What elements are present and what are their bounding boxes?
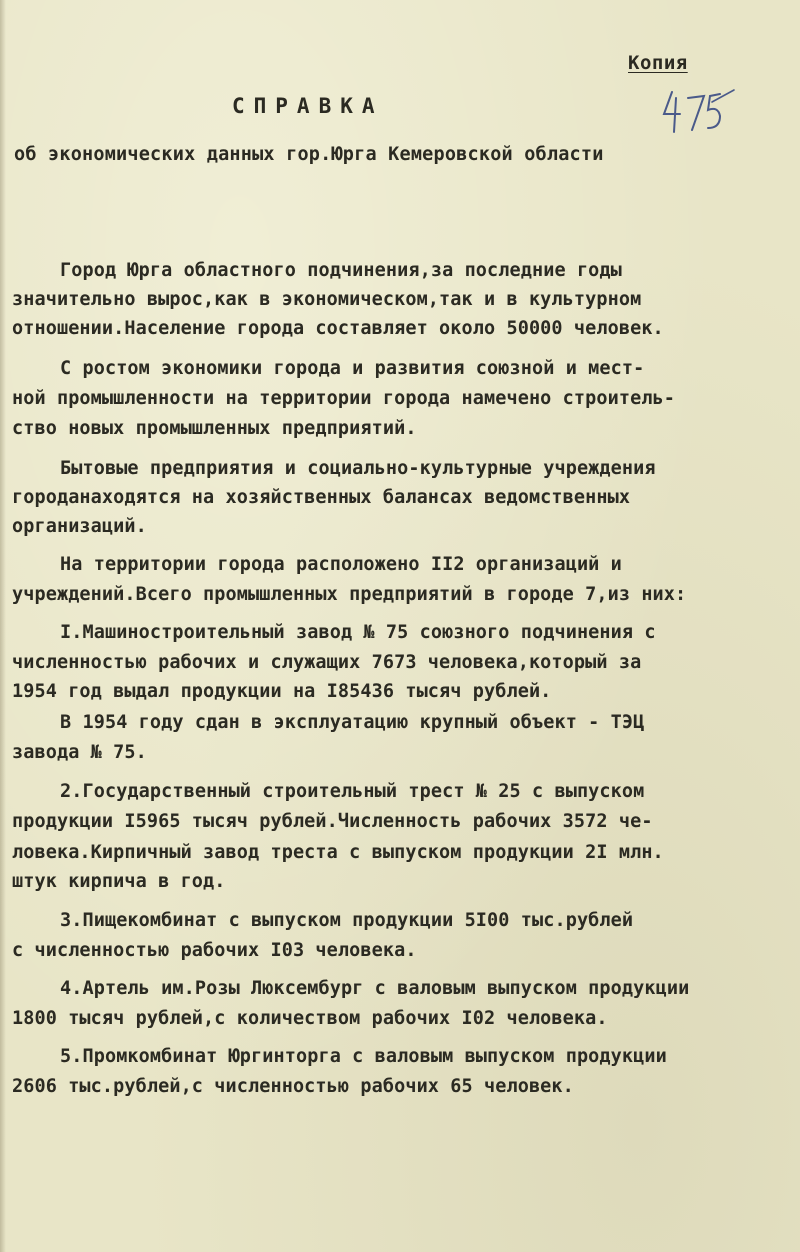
text-line: Город Юрга областного подчинения,за последние годы xyxy=(60,260,622,281)
text-line: учреждений.Всего промышленных предприятий в городе 7,из них: xyxy=(12,584,687,605)
text-line: продукции I5965 тысяч рублей.Численность рабочих 3572 че- xyxy=(12,811,653,832)
text-line: ство новых промышленных предприятий. xyxy=(12,418,417,439)
text-line: городанаходятся на хозяйственных балансах ведомственных xyxy=(12,487,631,508)
document-title: СПРАВКА xyxy=(232,94,384,118)
copy-mark: Копия xyxy=(628,52,688,74)
text-line: численностью рабочих и служащих 7673 человека,который за xyxy=(12,652,642,673)
text-line: I.Машиностроительный завод № 75 союзного подчинения с xyxy=(60,622,656,643)
text-line: С ростом экономики города и развития союзной и мест- xyxy=(60,358,645,379)
text-line: ловека.Кирпичный завод треста с выпуском продукции 2I млн. xyxy=(12,842,664,863)
text-line: 3.Пищекомбинат с выпуском продукции 5I00 тыс.рублей xyxy=(60,910,634,931)
text-line: 4.Артель им.Розы Люксембург с валовым выпуском продукции xyxy=(60,978,690,999)
text-line: организаций. xyxy=(12,516,147,537)
text-line: На территории города расположено II2 организаций и xyxy=(60,554,622,575)
text-line: 2.Государственный строительный трест № 25 с выпуском xyxy=(60,781,645,802)
text-line: завода № 75. xyxy=(12,742,147,763)
text-line: с численностью рабочих I03 человека. xyxy=(12,940,417,961)
text-line: отношении.Население города составляет около 50000 человек. xyxy=(12,318,664,339)
text-line: значительно вырос,как в экономическом,так и в культурном xyxy=(12,289,642,310)
text-line: 5.Промкомбинат Юргинторга с валовым выпуском продукции xyxy=(60,1046,667,1067)
text-line: В 1954 году сдан в эксплуатацию крупный объект - ТЭЦ xyxy=(60,712,645,733)
text-line: Бытовые предприятия и социально-культурные учреждения xyxy=(60,458,656,479)
text-line: штук кирпича в год. xyxy=(12,871,226,892)
text-line: 1954 год выдал продукции на I85436 тысяч рублей. xyxy=(12,681,552,702)
text-line: ной промышленности на территории города намечено строитель- xyxy=(12,388,676,409)
text-line: 2606 тыс.рублей,с численностью рабочих 65 человек. xyxy=(12,1076,574,1097)
handwritten-page-number xyxy=(660,84,740,144)
text-line: 1800 тысяч рублей,с количеством рабочих I02 человека. xyxy=(12,1008,608,1029)
page-edge-shadow xyxy=(0,0,6,1252)
document-subtitle: об экономических данных гор.Юрга Кемеровской области xyxy=(14,144,604,165)
